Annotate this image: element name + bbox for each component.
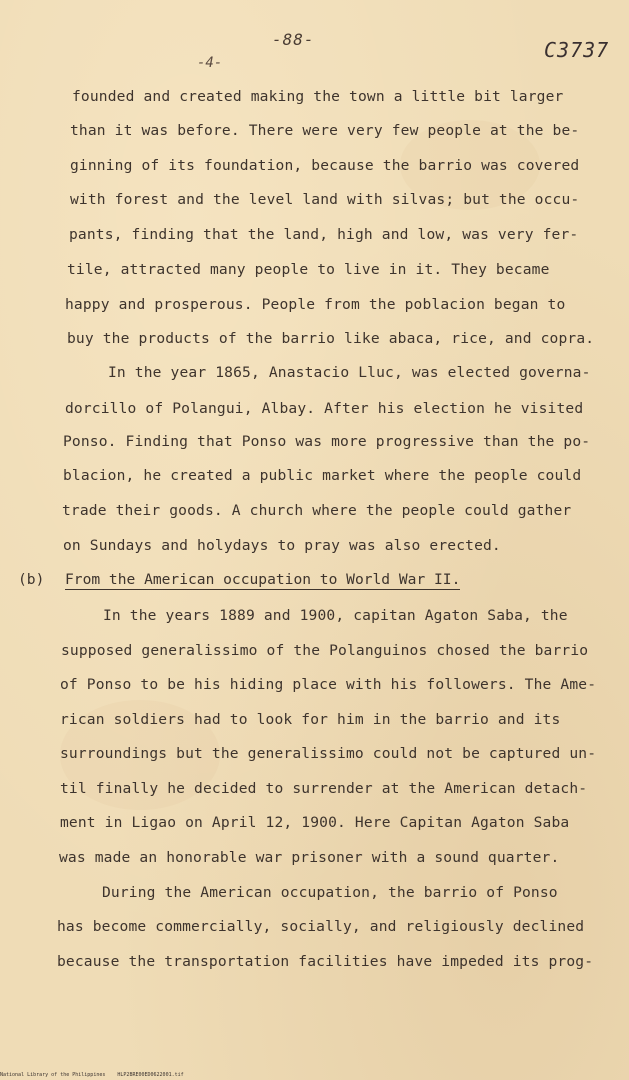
text-line: ment in Ligao on April 12, 1900. Here Capitan Agaton Saba xyxy=(60,814,570,831)
text-line: founded and created making the town a little bit larger xyxy=(72,88,564,105)
text-line: was made an honorable war prisoner with a sound quarter. xyxy=(59,849,560,866)
text-line: buy the products of the barrio like abaca, rice, and copra. xyxy=(67,330,595,347)
footer-caption: National Library of the Philippines HLP2BRE00ED0622001.tif xyxy=(0,1072,184,1078)
text-line: Ponso. Finding that Ponso was more progressive than the po- xyxy=(63,433,591,450)
text-line: til finally he decided to surrender at the American detach- xyxy=(60,780,588,797)
text-line: trade their goods. A church where the people could gather xyxy=(62,502,572,519)
text-line: pants, finding that the land, high and low, was very fer- xyxy=(69,226,579,243)
page-number: -88- xyxy=(272,30,315,49)
text-line: supposed generalissimo of the Polanguinos chosed the barrio xyxy=(61,642,589,659)
text-line: than it was before. There were very few people at the be- xyxy=(70,122,580,139)
text-line: happy and prosperous. People from the poblacion began to xyxy=(65,296,566,313)
text-line: surroundings but the generalissimo could not be captured un- xyxy=(60,745,597,762)
text-line: dorcillo of Polangui, Albay. After his election he visited xyxy=(65,400,584,417)
text-line: ginning of its foundation, because the barrio was covered xyxy=(70,157,580,174)
page-mark: -4- xyxy=(197,55,223,71)
text-line: In the year 1865, Anastacio Lluc, was elected governa- xyxy=(108,364,591,381)
section-heading: From the American occupation to World War II. xyxy=(65,571,461,588)
section-label: (b) xyxy=(18,571,45,588)
text-line: has become commercially, socially, and religiously declined xyxy=(57,918,585,935)
text-line: because the transportation facilities have impeded its prog- xyxy=(57,953,594,970)
text-line: tile, attracted many people to live in it. They became xyxy=(67,261,550,278)
text-line: on Sundays and holydays to pray was also erected. xyxy=(63,537,501,554)
text-line: with forest and the level land with silvas; but the occu- xyxy=(70,191,580,208)
text-line: blacion, he created a public market where the people could xyxy=(63,467,582,484)
text-line: rican soldiers had to look for him in the barrio and its xyxy=(60,711,561,728)
text-line: of Ponso to be his hiding place with his followers. The Ame- xyxy=(60,676,597,693)
text-line: During the American occupation, the barrio of Ponso xyxy=(102,884,558,901)
archive-number: C3737 xyxy=(544,38,610,62)
text-line: In the years 1889 and 1900, capitan Agaton Saba, the xyxy=(103,607,568,624)
